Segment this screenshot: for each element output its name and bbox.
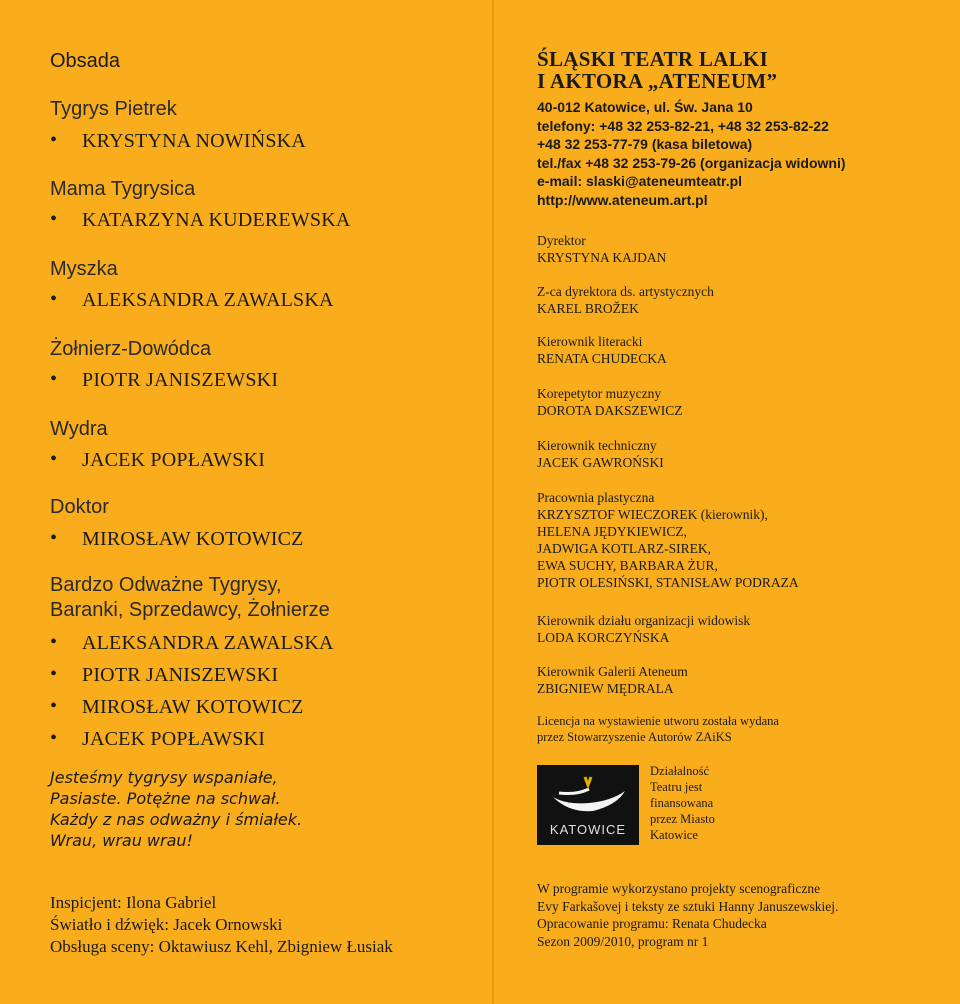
actor-name: MIROSŁAW KOTOWICZ bbox=[82, 696, 304, 718]
staff-position: Kierownik literacki bbox=[537, 334, 643, 349]
address-line: 40-012 Katowice, ul. Św. Jana 10 bbox=[537, 99, 753, 115]
theatre-title bbox=[537, 48, 777, 92]
funding-line: Teatru jest bbox=[650, 780, 703, 794]
staff-entry bbox=[537, 333, 667, 367]
license-line: przez Stowarzyszenie Autorów ZAiKS bbox=[537, 730, 732, 744]
bullet-icon: • bbox=[50, 695, 58, 717]
role-label: Żołnierz-Dowódca bbox=[50, 338, 212, 360]
staff-position: Kierownik działu organizacji widowisk bbox=[537, 613, 751, 628]
ensemble-role-line: Baranki, Sprzedawcy, Żołnierze bbox=[50, 599, 330, 621]
staff-name: EWA SUCHY, BARBARA ŻUR, bbox=[537, 558, 718, 573]
katowice-logo bbox=[537, 765, 639, 845]
license-line: Licencja na wystawienie utworu została wydana bbox=[537, 714, 779, 728]
note-line: Sezon 2009/2010, program nr 1 bbox=[537, 933, 709, 949]
program-notes bbox=[537, 880, 838, 950]
bullet-icon: • bbox=[50, 527, 58, 549]
fold-line bbox=[492, 0, 494, 1004]
ensemble-role-line: Bardzo Odważne Tygrysy, bbox=[50, 574, 282, 596]
actor-name: KATARZYNA KUDEREWSKA bbox=[82, 209, 351, 231]
actor-name: MIROSŁAW KOTOWICZ bbox=[82, 528, 304, 550]
funding-line: finansowana bbox=[650, 796, 714, 810]
phone-line: telefony: +48 32 253-82-21, +48 32 253-82-22 bbox=[537, 117, 829, 134]
bullet-icon: • bbox=[50, 288, 58, 310]
staff-name: JADWIGA KOTLARZ-SIREK, bbox=[537, 541, 711, 556]
bullet-icon: • bbox=[50, 129, 58, 151]
actor-name: KRYSTYNA NOWIŃSKA bbox=[82, 130, 306, 152]
note-line: Opracowanie programu: Renata Chudecka bbox=[537, 916, 767, 931]
role-label: Myszka bbox=[50, 258, 118, 280]
actor-name: PIOTR JANISZEWSKI bbox=[82, 369, 279, 391]
staff-name: HELENA JĘDYKIEWICZ, bbox=[537, 524, 687, 539]
cast-heading: Obsada bbox=[50, 50, 121, 72]
staff-entry bbox=[537, 283, 714, 317]
website-link[interactable]: http://www.ateneum.art.pl bbox=[537, 191, 708, 208]
song-line: Każdy z nas odważny i śmiałek. bbox=[50, 810, 303, 829]
song-line: Pasiaste. Potężne na schwał. bbox=[50, 789, 281, 808]
actor-name: ALEKSANDRA ZAWALSKA bbox=[82, 632, 334, 654]
funding-note bbox=[650, 763, 760, 843]
title-line: I AKTORA „ATENEUM” bbox=[537, 69, 778, 93]
fax-line: tel./fax +48 32 253-79-26 (organizacja widowni) bbox=[537, 154, 846, 171]
crown-icon bbox=[537, 765, 639, 825]
bullet-icon: • bbox=[50, 631, 58, 653]
staff-position: Z-ca dyrektora ds. artystycznych bbox=[537, 284, 714, 299]
bullet-icon: • bbox=[50, 663, 58, 685]
staff-position: Kierownik Galerii Ateneum bbox=[537, 664, 688, 679]
staff-name: RENATA CHUDECKA bbox=[537, 351, 667, 366]
phone-line: +48 32 253-77-79 (kasa biletowa) bbox=[537, 136, 753, 153]
license-note bbox=[537, 713, 779, 745]
bullet-icon: • bbox=[50, 368, 58, 390]
note-line: Evy Farkašovej i teksty ze sztuki Hanny Januszewskiej. bbox=[537, 898, 839, 914]
staff-name: KRZYSZTOF WIECZOREK (kierownik), bbox=[537, 507, 768, 522]
actor-name: JACEK POPŁAWSKI bbox=[82, 449, 266, 471]
role-label: Mama Tygrysica bbox=[50, 178, 196, 200]
note-line: W programie wykorzystano projekty scenograficzne bbox=[537, 881, 821, 896]
role-label: Doktor bbox=[50, 496, 109, 518]
staff-entry bbox=[537, 489, 799, 591]
role-label: Tygrys Pietrek bbox=[50, 98, 177, 120]
staff-name: KAREL BROŽEK bbox=[537, 301, 639, 316]
staff-entry bbox=[537, 663, 688, 697]
staff-position: Korepetytor muzyczny bbox=[537, 386, 662, 401]
song-line: Jesteśmy tygrysy wspaniałe, bbox=[50, 768, 278, 787]
email-link[interactable]: e-mail: slaski@ateneumteatr.pl bbox=[537, 173, 743, 190]
logo-wordmark: KATOWICE bbox=[549, 822, 627, 837]
bullet-icon: • bbox=[50, 208, 58, 230]
contact-block bbox=[537, 98, 846, 210]
title-line: ŚLĄSKI TEATR LALKI bbox=[537, 47, 769, 71]
staff-entry bbox=[537, 232, 666, 266]
bullet-icon: • bbox=[50, 448, 58, 470]
credit-line: Inspicjent: Ilona Gabriel bbox=[50, 893, 217, 912]
technical-credits bbox=[50, 892, 393, 958]
song-text bbox=[50, 767, 302, 851]
staff-name: PIOTR OLESIŃSKI, STANISŁAW PODRAZA bbox=[537, 575, 799, 590]
funding-line: przez Miasto bbox=[650, 812, 715, 826]
actor-name: PIOTR JANISZEWSKI bbox=[82, 664, 279, 686]
funding-line: Katowice bbox=[650, 828, 698, 842]
role-label: Wydra bbox=[50, 418, 108, 440]
credit-line: Światło i dźwięk: Jacek Ornowski bbox=[50, 915, 283, 934]
staff-position: Pracownia plastyczna bbox=[537, 490, 655, 505]
staff-position: Kierownik techniczny bbox=[537, 438, 657, 453]
staff-entry bbox=[537, 385, 683, 419]
staff-name: JACEK GAWROŃSKI bbox=[537, 455, 664, 470]
actor-name: JACEK POPŁAWSKI bbox=[82, 728, 266, 750]
actor-name: ALEKSANDRA ZAWALSKA bbox=[82, 289, 334, 311]
staff-name: LODA KORCZYŃSKA bbox=[537, 630, 670, 645]
funding-line: Działalność bbox=[650, 764, 710, 778]
staff-entry bbox=[537, 612, 750, 646]
staff-name: ZBIGNIEW MĘDRALA bbox=[537, 681, 674, 696]
credit-line: Obsługa sceny: Oktawiusz Kehl, Zbigniew Łusiak bbox=[50, 937, 393, 956]
staff-name: KRYSTYNA KAJDAN bbox=[537, 250, 667, 265]
song-line: Wrau, wrau wrau! bbox=[50, 831, 193, 850]
staff-position: Dyrektor bbox=[537, 233, 586, 248]
staff-entry bbox=[537, 437, 664, 471]
bullet-icon: • bbox=[50, 727, 58, 749]
staff-name: DOROTA DAKSZEWICZ bbox=[537, 403, 683, 418]
